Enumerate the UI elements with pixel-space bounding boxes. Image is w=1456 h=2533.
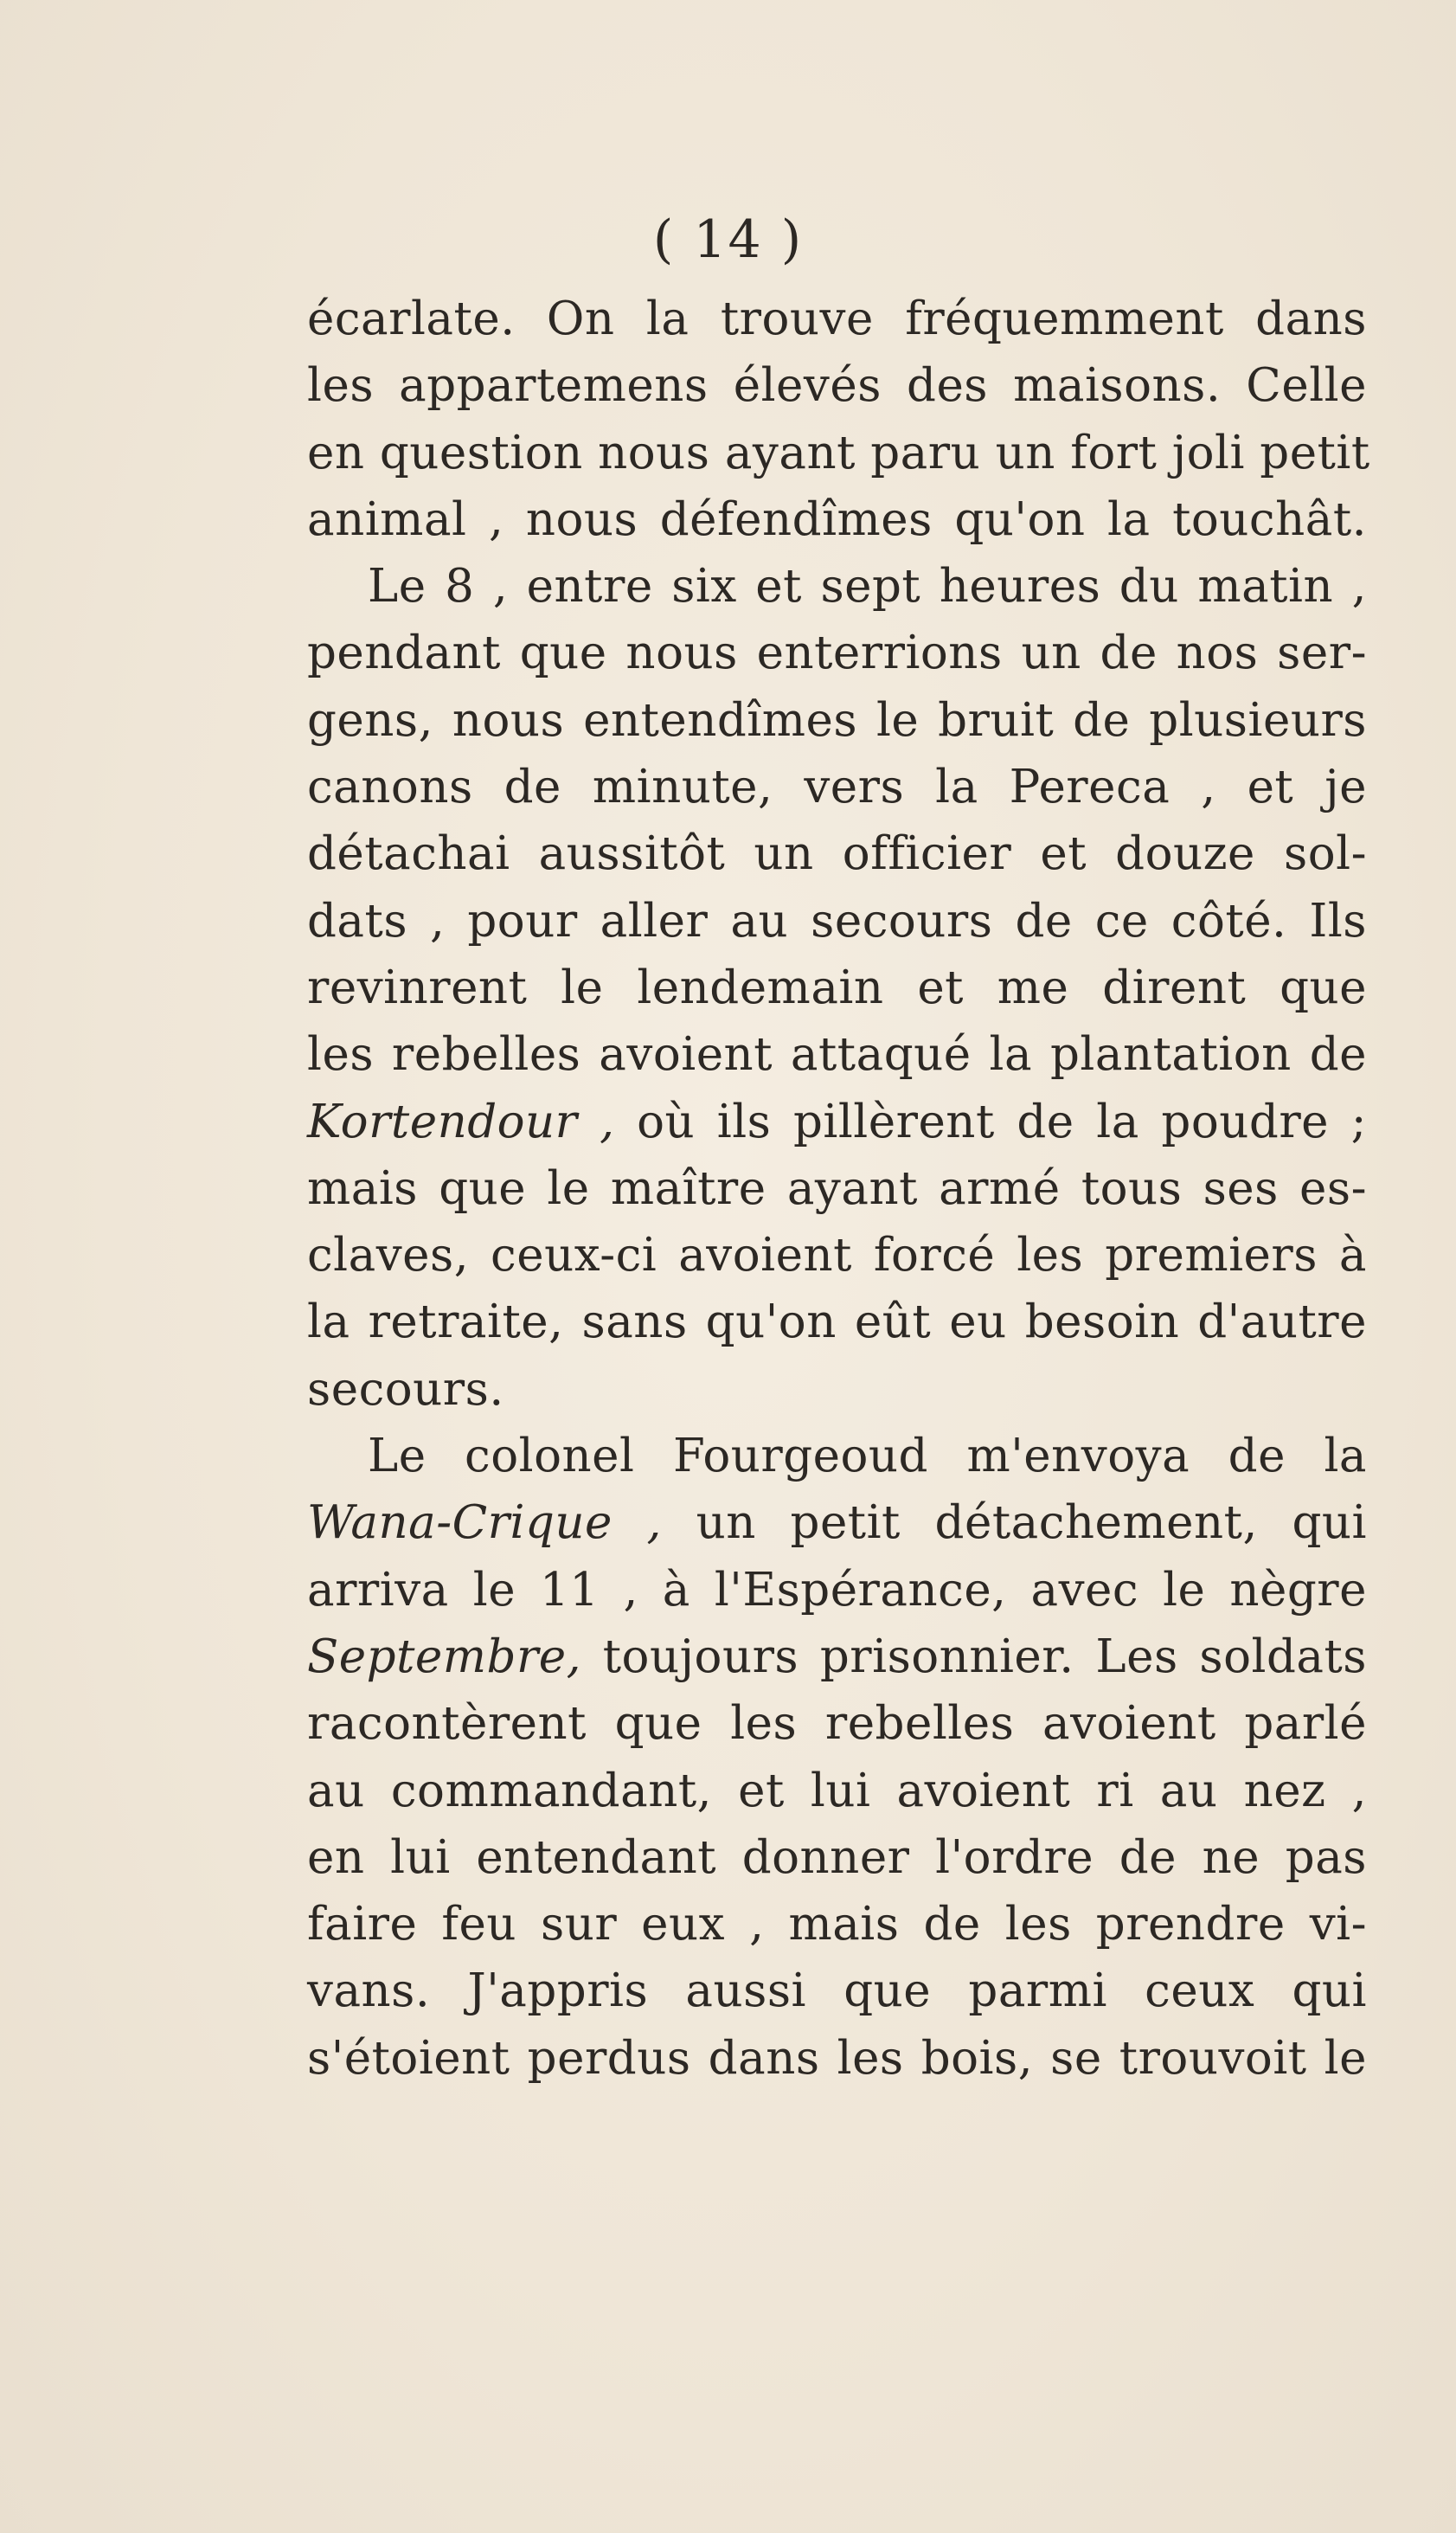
text-line: canons de minute, vers la Pereca , et je bbox=[307, 761, 1367, 814]
text-line: en question nous ayant paru un fort joli petit bbox=[307, 426, 1370, 479]
text-line: dats , pour aller au secours de ce côté. Ils bbox=[307, 894, 1367, 948]
text-line: revinrent le lendemain et me dirent que bbox=[307, 961, 1367, 1014]
text-line: racontèrent que les rebelles avoient parlé bbox=[307, 1697, 1367, 1751]
text-line: secours. bbox=[307, 1362, 504, 1416]
text-line: au commandant, et lui avoient ri au nez , bbox=[307, 1764, 1367, 1817]
text-line bbox=[307, 1489, 1367, 1556]
text-line: en lui entendant donner l'ordre de ne pas bbox=[307, 1830, 1367, 1884]
text-line-rest: un petit détachement, qui bbox=[661, 1496, 1367, 1550]
body-text bbox=[307, 286, 1370, 2092]
page-number: ( 14 ) bbox=[652, 209, 804, 270]
text-line: la retraite, sans qu'on eût eu besoin d'autre bbox=[307, 1295, 1367, 1349]
text-line: animal , nous défendîmes qu'on la touchât. bbox=[307, 492, 1367, 546]
text-line: Le colonel Fourgeoud m'envoya de la bbox=[368, 1430, 1367, 1483]
text-line-rest: où ils pillèrent de la poudre ; bbox=[614, 1095, 1367, 1148]
text-line: détachai aussitôt un officier et douze sol- bbox=[307, 827, 1367, 881]
text-line: vans. J'appris aussi que parmi ceux qui bbox=[307, 1964, 1367, 2018]
text-line: gens, nous entendîmes le bruit de plusieurs bbox=[307, 693, 1367, 747]
text-line: faire feu sur eux , mais de les prendre vi- bbox=[307, 1898, 1367, 1951]
text-line: claves, ceux-ci avoient forcé les premiers à bbox=[307, 1229, 1367, 1283]
text-line: Le 8 , entre six et sept heures du matin , bbox=[368, 560, 1367, 614]
italic-place-name: Kortendour , bbox=[307, 1095, 615, 1148]
italic-place-name: Wana-Crique , bbox=[307, 1496, 662, 1550]
text-line bbox=[307, 1089, 1367, 1155]
text-line: les appartemens élevés des maisons. Celle bbox=[307, 359, 1367, 413]
text-line: arriva le 11 , à l'Espérance, avec le nègre bbox=[307, 1563, 1367, 1617]
text-line-rest: toujours prisonnier. Les soldats bbox=[581, 1630, 1367, 1683]
italic-person-name: Septembre, bbox=[307, 1630, 581, 1683]
text-line: écarlate. On la trouve fréquemment dans bbox=[307, 293, 1367, 345]
text-line: les rebelles avoient attaqué la plantation de bbox=[307, 1028, 1367, 1082]
text-line: pendant que nous enterrions un de nos ser- bbox=[307, 627, 1367, 680]
text-line bbox=[307, 1623, 1367, 1690]
text-line: s'étoient perdus dans les bois, se trouvoit le bbox=[307, 2031, 1367, 2085]
text-line: mais que le maître ayant armé tous ses es- bbox=[307, 1161, 1367, 1215]
